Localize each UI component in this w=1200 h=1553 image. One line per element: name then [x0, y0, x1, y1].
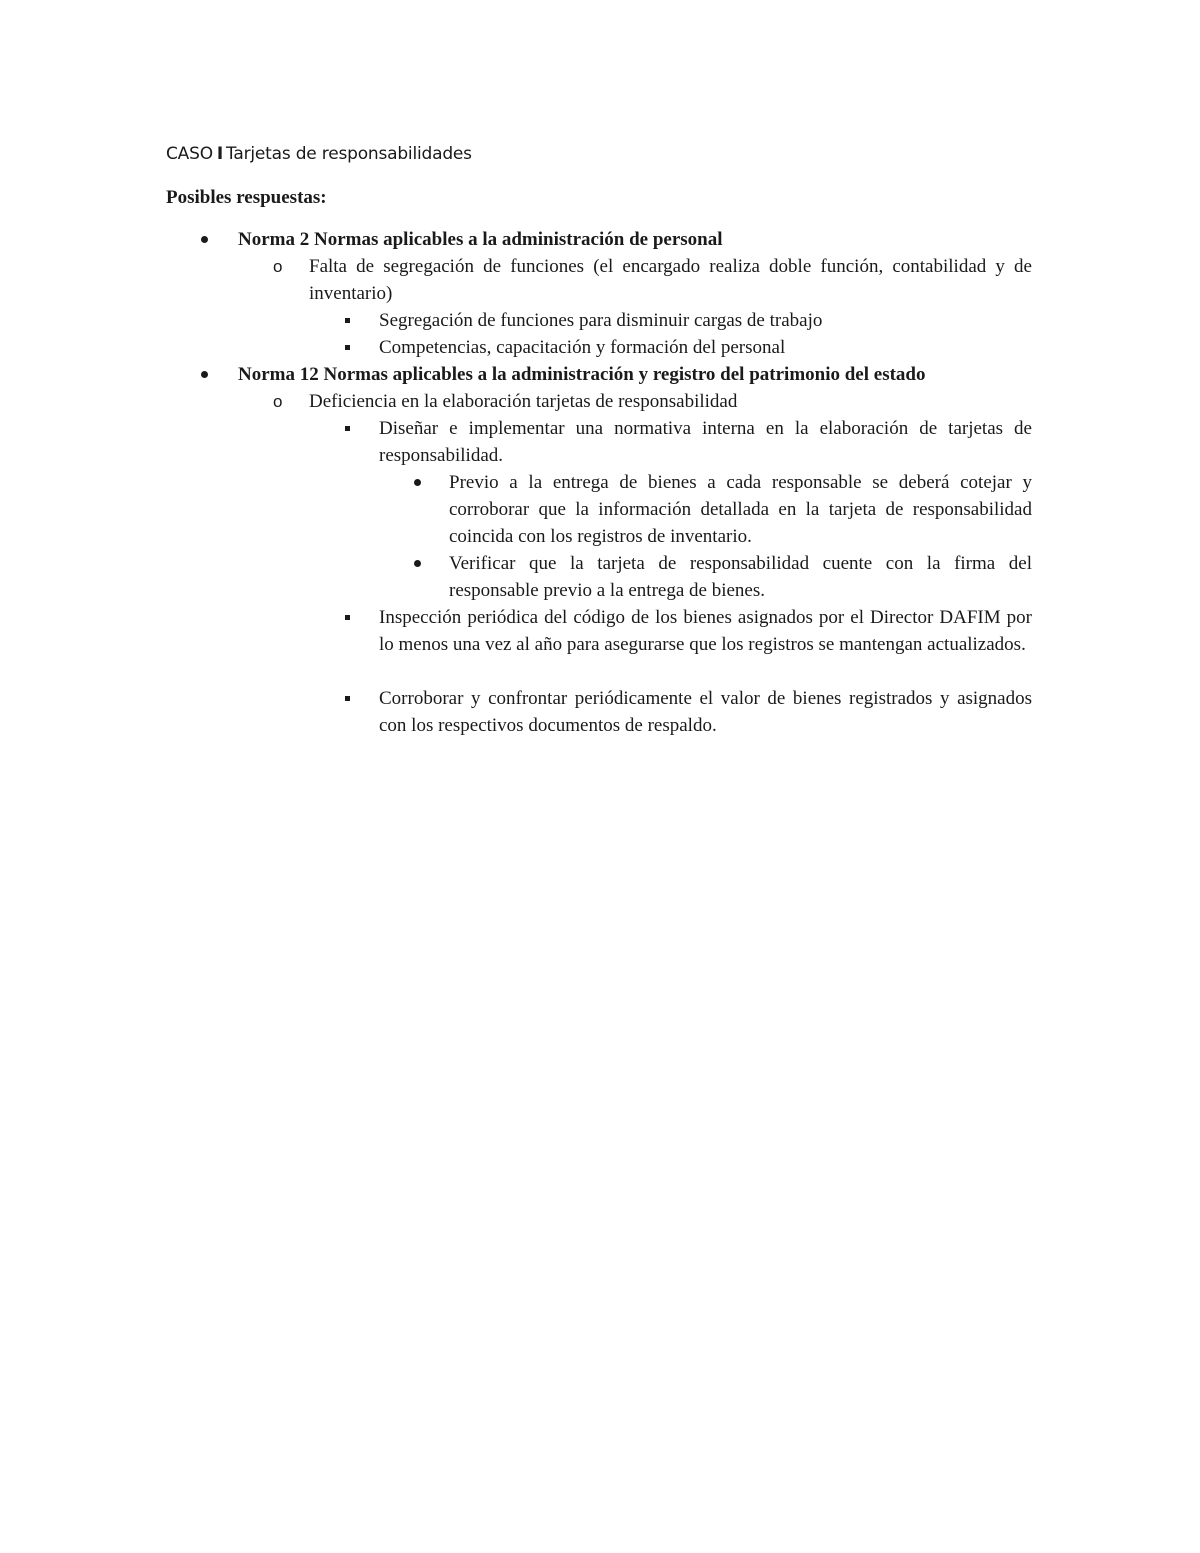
subtitle: Posibles respuestas: [166, 187, 327, 208]
title-separator: I [216, 144, 224, 164]
norma2-recommendation-2: Competencias, capacitación y formación del personal [379, 337, 786, 358]
bullet-square-icon [345, 318, 350, 323]
norma2-finding: Falta de segregación de funciones (el encargado realiza doble función, contabilidad y de inventario) [309, 256, 1032, 304]
norma2-heading: Norma 2 Normas aplicables a la administración de personal [238, 229, 723, 250]
norma12-heading: Norma 12 Normas aplicables a la administración y registro del patrimonio del estado [238, 364, 926, 385]
norma12-recommendation-3: Corroborar y confrontar periódicamente el valor de bienes registrados y asignados con los respectivos documentos de respaldo. [379, 688, 1032, 736]
bullet-circle-icon: o [273, 257, 283, 276]
title-text: Tarjetas de responsabilidades [226, 144, 472, 164]
norma12-finding: Deficiencia en la elaboración tarjetas de responsabilidad [309, 391, 738, 412]
bullet-dot-icon [201, 371, 208, 378]
norma2-recommendation-1: Segregación de funciones para disminuir cargas de trabajo [379, 310, 823, 331]
bullet-circle-icon: o [273, 392, 283, 411]
norma12-subpoint-2: Verificar que la tarjeta de responsabilidad cuente con la firma del responsable previo a la entrega de bienes. [449, 553, 1032, 601]
bullet-square-icon [345, 426, 350, 431]
bullet-dot-icon [201, 236, 208, 243]
bullet-square-icon [345, 696, 350, 701]
bullet-dot-icon [414, 560, 421, 567]
title-case-label: CASO [166, 144, 213, 164]
bullet-square-icon [345, 615, 350, 620]
norma12-recommendation-1: Diseñar e implementar una normativa interna en la elaboración de tarjetas de responsabilidad. [379, 418, 1032, 466]
bullet-square-icon [345, 345, 350, 350]
bullet-dot-icon [414, 479, 421, 486]
document-title [166, 142, 472, 166]
norma12-recommendation-2: Inspección periódica del código de los bienes asignados por el Director DAFIM por lo menos una vez al año para asegurarse que los registros se mantengan actualizados. [379, 607, 1032, 655]
norma12-subpoint-1: Previo a la entrega de bienes a cada responsable se deberá cotejar y corroborar que la información detallada en la tarjeta de responsabilidad coincida con los registros de inventario. [449, 472, 1032, 547]
